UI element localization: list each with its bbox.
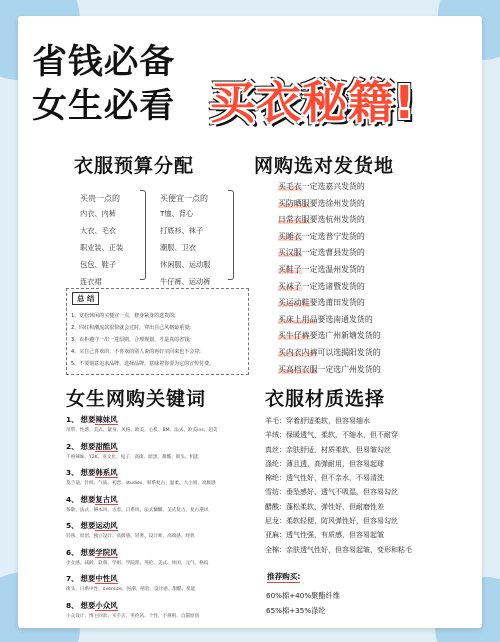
material-desc: ：穿着舒适柔软，但容易缩水 (279, 417, 370, 425)
keywords-title: 女生网购关键词 (66, 388, 207, 410)
keyword-desc: 少女感、减龄、软萌、学姐、学院派、英伦、美式、休闲、元气、格纹 (66, 560, 209, 566)
shipping-item (278, 179, 458, 196)
expensive-item: 内衣、内裤 (80, 209, 116, 218)
shipping-item-product: 日常衣服 (278, 215, 310, 225)
shipping-item-origin: 一定选广州发货的 (317, 364, 381, 374)
keyword-prefix: 想要 (80, 468, 96, 477)
material-name: 真丝 (265, 445, 279, 454)
shipping-item-product: 买汉服 (278, 248, 302, 258)
shipping-item-origin: 一定选诸暨发货的 (301, 281, 365, 291)
keyword-item (66, 573, 266, 600)
shipping-item-product: 买内衣内裤 (278, 347, 318, 357)
keyword-item (66, 600, 266, 627)
summary-item: 1、宽松休闲的买便宜一点，修身紧身的选贵的; (71, 313, 176, 319)
keyword-desc: 莫兰迪、针织、气质、初恋、studios、韩系复古、温柔、大小姐、高级感 (66, 481, 216, 486)
cheap-item: 打底衫、袜子 (160, 226, 204, 235)
keyword-desc: 千禧辣妹、Y2K、亚文化、兔子、高街、暗黑、甜酷、街头、机能 (66, 454, 199, 460)
shipping-item (278, 245, 458, 262)
keyword-prefix: 想要 (80, 441, 96, 451)
keyword-title (66, 573, 266, 584)
material-desc: ：亲肤舒适，材质柔软，但易皱勾丝 (279, 445, 391, 454)
shipping-item-origin: 一定选嘉兴发货的 (301, 182, 365, 191)
hero-line-1: 省钱必备 (32, 42, 176, 82)
summary-item: 3、衣柜遵守一出一进原则，合理规划，才是真的省钱; (71, 337, 191, 343)
material-item (265, 457, 475, 471)
keyword-title (66, 547, 266, 558)
keyword-num: 6、 (66, 547, 79, 557)
shipping-item-product: 买袜子 (278, 281, 302, 291)
keyword-desc: 小众设计、博主同款、买手店、英伦风、个性、不规则、自制原创 (66, 613, 200, 619)
shipping-item-origin: 可以选揭阳发货的 (317, 347, 381, 357)
keyword-style: 复古风 (95, 494, 118, 504)
keywords-list (66, 414, 266, 626)
material-desc: ：薄且透，高弹耐用，但容易起球 (279, 459, 384, 468)
keyword-title (66, 441, 266, 452)
shipping-item (278, 295, 458, 312)
shipping-item (278, 212, 458, 229)
keyword-item (66, 467, 266, 494)
material-desc: ：保暖透气，柔软，不缩水，但不耐穿 (279, 431, 398, 440)
keyword-style: 韩系风 (95, 468, 118, 477)
summary-item: 2、同红和潮流款很快就会过时，穿出自己风格最重要; (71, 325, 191, 331)
expensive-item: 职业装、正装 (80, 243, 124, 252)
material-name: 羊绒 (265, 431, 279, 440)
material-title: 衣服材质选择 (265, 388, 386, 410)
material-name: 亚麻 (265, 531, 279, 540)
keyword-style: 运动风 (95, 521, 118, 530)
keyword-prefix: 想要 (80, 574, 96, 583)
cheap-item: 牛仔裤、运动裤 (160, 277, 211, 286)
material-desc: ：透气性强，有质感，但容易起皱 (279, 531, 384, 540)
shipping-item-product: 买毛衣 (278, 182, 302, 191)
recommend-title: 推荐购买: (267, 572, 301, 581)
material-item (265, 500, 475, 514)
material-name: 雪纺 (265, 488, 279, 497)
keyword-prefix: 想要 (80, 547, 96, 557)
hero-line-2: 女生必看 (32, 86, 176, 126)
shipping-item (278, 279, 458, 296)
shipping-item-origin: 一定选普宁发货的 (301, 231, 365, 241)
shipping-item (278, 229, 458, 246)
keyword-desc: 茶歇、法式、赫本风、古着、日系风、法式慵懒、美式复古、复古港风 (66, 507, 209, 513)
shipping-item-product: 买运动鞋 (278, 298, 310, 308)
keyword-style: 中性风 (95, 574, 118, 583)
hero-slogan: 买衣秘籍! (210, 76, 416, 129)
shipping-item (278, 262, 458, 279)
expensive-item: 包包、鞋子 (80, 260, 116, 269)
recommend-item: 65%棉+35%涤纶 (266, 606, 326, 615)
keyword-style: 小众风 (95, 600, 118, 610)
shipping-item-origin: 要选徐州发货的 (309, 198, 365, 208)
material-name: 羊毛 (265, 417, 279, 425)
cheap-item: T恤、背心 (160, 209, 194, 218)
shipping-item (278, 328, 458, 345)
shipping-item-origin: 要选广州新塘发货的 (309, 331, 381, 341)
material-item (265, 514, 475, 528)
expensive-label: 买贵一点的 (80, 194, 120, 203)
keyword-num: 2、 (66, 441, 79, 451)
material-desc: ：透气性好，但不亲水，不易清洗 (279, 474, 384, 483)
keyword-title (66, 520, 266, 531)
material-desc: ：蓬松柔软，弹性好，但耐磨性差 (279, 502, 384, 511)
keyword-num: 3、 (66, 468, 79, 477)
shipping-item-origin: 要选杭州发货的 (309, 215, 365, 225)
recommend-list (266, 588, 340, 618)
material-item (265, 428, 475, 442)
material-name: 棉纶 (265, 474, 279, 483)
keyword-num: 7、 (66, 574, 79, 583)
cheap-item: 休闲服、运动服 (160, 260, 211, 269)
keyword-num: 8、 (66, 600, 79, 610)
material-item (265, 485, 475, 499)
keyword-prefix: 想要 (80, 415, 96, 424)
keyword-desc: 吊带、性感、美式、紧身、风格、欧美、心机、BM、法式、欧美ins、超美 (66, 428, 218, 433)
keyword-num: 4、 (66, 494, 79, 504)
keyword-prefix: 想要 (80, 600, 96, 610)
keyword-style: 学院风 (95, 547, 118, 557)
keyword-desc: 轻熟、原创、独立设计、高级感、轻奢、设计师、高端感、经典 (66, 534, 195, 539)
cheap-label: 买便宜一点的 (160, 194, 208, 203)
summary-item: 4、买自己喜欢的，不喜欢的别人说的再好买回来也不会穿; (71, 349, 201, 355)
shipping-item-product: 买牛仔裤 (278, 331, 310, 341)
material-desc: ：柔软轻便，防风弹性好，但容易勾丝 (279, 517, 398, 526)
material-item (265, 414, 475, 428)
keyword-item (66, 520, 266, 547)
keyword-num: 5、 (66, 521, 79, 530)
summary-tag: 总 结 (72, 292, 99, 305)
shipping-item-origin: 要选南通发货的 (317, 314, 373, 324)
shipping-title: 网购选对发货地 (254, 155, 395, 177)
shipping-item-origin: 要选莆田发货的 (309, 298, 365, 308)
summary-item: 5、不要刻意追求品牌，选择品牌，意味着你要为它的宣传付费。 (71, 361, 215, 367)
bracket-divider (140, 190, 146, 280)
material-name: 涤纶 (265, 459, 279, 468)
keyword-title (66, 414, 266, 425)
summary-list (71, 310, 251, 370)
material-item (265, 528, 475, 542)
shipping-item-product: 买床上用品 (278, 314, 318, 324)
cheap-list (160, 205, 210, 290)
keyword-item (66, 441, 266, 468)
shipping-item-product: 买防晒服 (278, 198, 310, 208)
shipping-list (278, 179, 458, 378)
material-item (265, 543, 475, 557)
shipping-item-product: 买高档衣服 (278, 364, 318, 374)
expensive-item: 大衣、毛衣 (80, 226, 116, 235)
recommend-item: 60%棉+40%聚酯纤维 (266, 591, 340, 600)
keyword-title (66, 467, 266, 478)
material-item (265, 471, 475, 485)
shipping-item (278, 196, 458, 213)
keyword-item (66, 494, 266, 521)
material-name: 全棉 (265, 545, 279, 554)
shipping-item (278, 312, 458, 329)
material-desc: ：亲肤透气性好，但容易起皱，变形和粘毛 (279, 545, 412, 554)
shipping-item-product: 买睡衣 (278, 231, 302, 241)
keyword-style: 甜酷风 (95, 441, 118, 451)
material-item (265, 443, 475, 457)
shipping-item (278, 345, 458, 362)
keyword-prefix: 想要 (80, 521, 96, 530)
keyword-item (66, 547, 266, 574)
shipping-item-origin: 一定选曹县发货的 (301, 248, 365, 258)
material-name: 尼龙 (265, 517, 279, 526)
material-list (265, 414, 475, 557)
hero-heading (34, 40, 204, 128)
keyword-desc: 街头、日系中性、oversize、国潮、嘻哈、设计感、甜酷、机能 (66, 587, 196, 592)
expensive-item: 连衣裙 (80, 277, 102, 286)
expensive-list (80, 205, 123, 290)
keyword-item (66, 414, 266, 441)
shipping-item-origin: 一定选温州发货的 (301, 264, 365, 274)
keyword-title (66, 494, 266, 505)
cheap-item: 潮服、卫衣 (160, 243, 196, 252)
shipping-item (278, 362, 458, 379)
material-desc: ：垂坠感好，透气不吸湿，但容易勾丝 (279, 488, 398, 497)
keyword-title (66, 600, 266, 611)
budget-title: 衣服预算分配 (74, 155, 195, 177)
bracket-divider (228, 190, 234, 280)
keyword-num: 1、 (66, 415, 79, 424)
material-name: 醋酸 (265, 502, 279, 511)
shipping-item-product: 买鞋子 (278, 264, 302, 274)
keyword-style: 辣妹风 (95, 415, 118, 424)
keyword-prefix: 想要 (80, 494, 96, 504)
